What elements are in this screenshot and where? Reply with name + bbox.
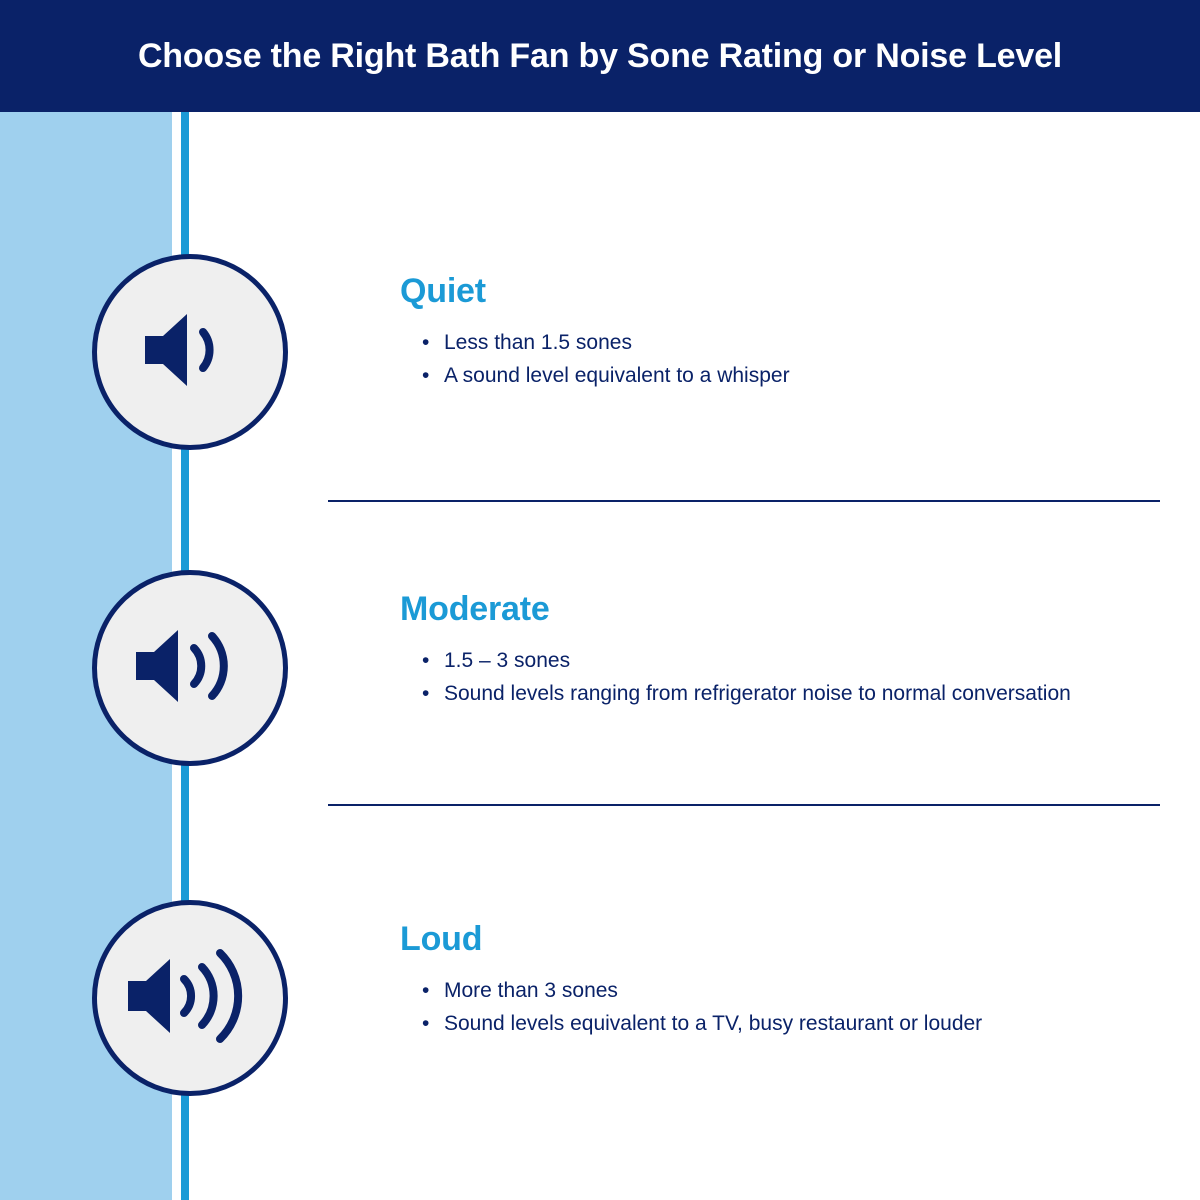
- level-content: [400, 920, 1160, 1041]
- speaker-low-volume-icon: [135, 302, 245, 403]
- speaker-medium-volume-icon: [130, 616, 250, 721]
- level-content: [400, 590, 1160, 711]
- level-icon-badge: [92, 254, 288, 450]
- list-item: • 1.5 – 3 sones: [422, 645, 1160, 676]
- list-item: • Less than 1.5 sones: [422, 327, 1160, 358]
- level-row: [0, 872, 1200, 1200]
- level-title: Quiet: [400, 272, 486, 310]
- level-content: [400, 272, 1160, 393]
- list-item: • A sound level equivalent to a whisper: [422, 360, 1160, 391]
- header-banner: [0, 0, 1200, 112]
- level-bullets: [400, 327, 1160, 391]
- level-icon-badge: [92, 570, 288, 766]
- speaker-high-volume-icon: [124, 941, 256, 1056]
- list-item: • Sound levels ranging from refrigerator noise to normal conversation: [422, 678, 1160, 709]
- level-icon-badge: [92, 900, 288, 1096]
- levels-list: [0, 112, 1200, 1200]
- level-title: Loud: [400, 920, 483, 958]
- level-row: [0, 230, 1200, 570]
- level-bullets: [400, 645, 1160, 709]
- page-title: Choose the Right Bath Fan by Sone Rating or Noise Level: [137, 36, 1063, 75]
- level-row: [0, 540, 1200, 880]
- list-item: • Sound levels equivalent to a TV, busy restaurant or louder: [422, 1008, 1160, 1039]
- level-title: Moderate: [400, 590, 550, 628]
- level-bullets: [400, 975, 1160, 1039]
- list-item: • More than 3 sones: [422, 975, 1160, 1006]
